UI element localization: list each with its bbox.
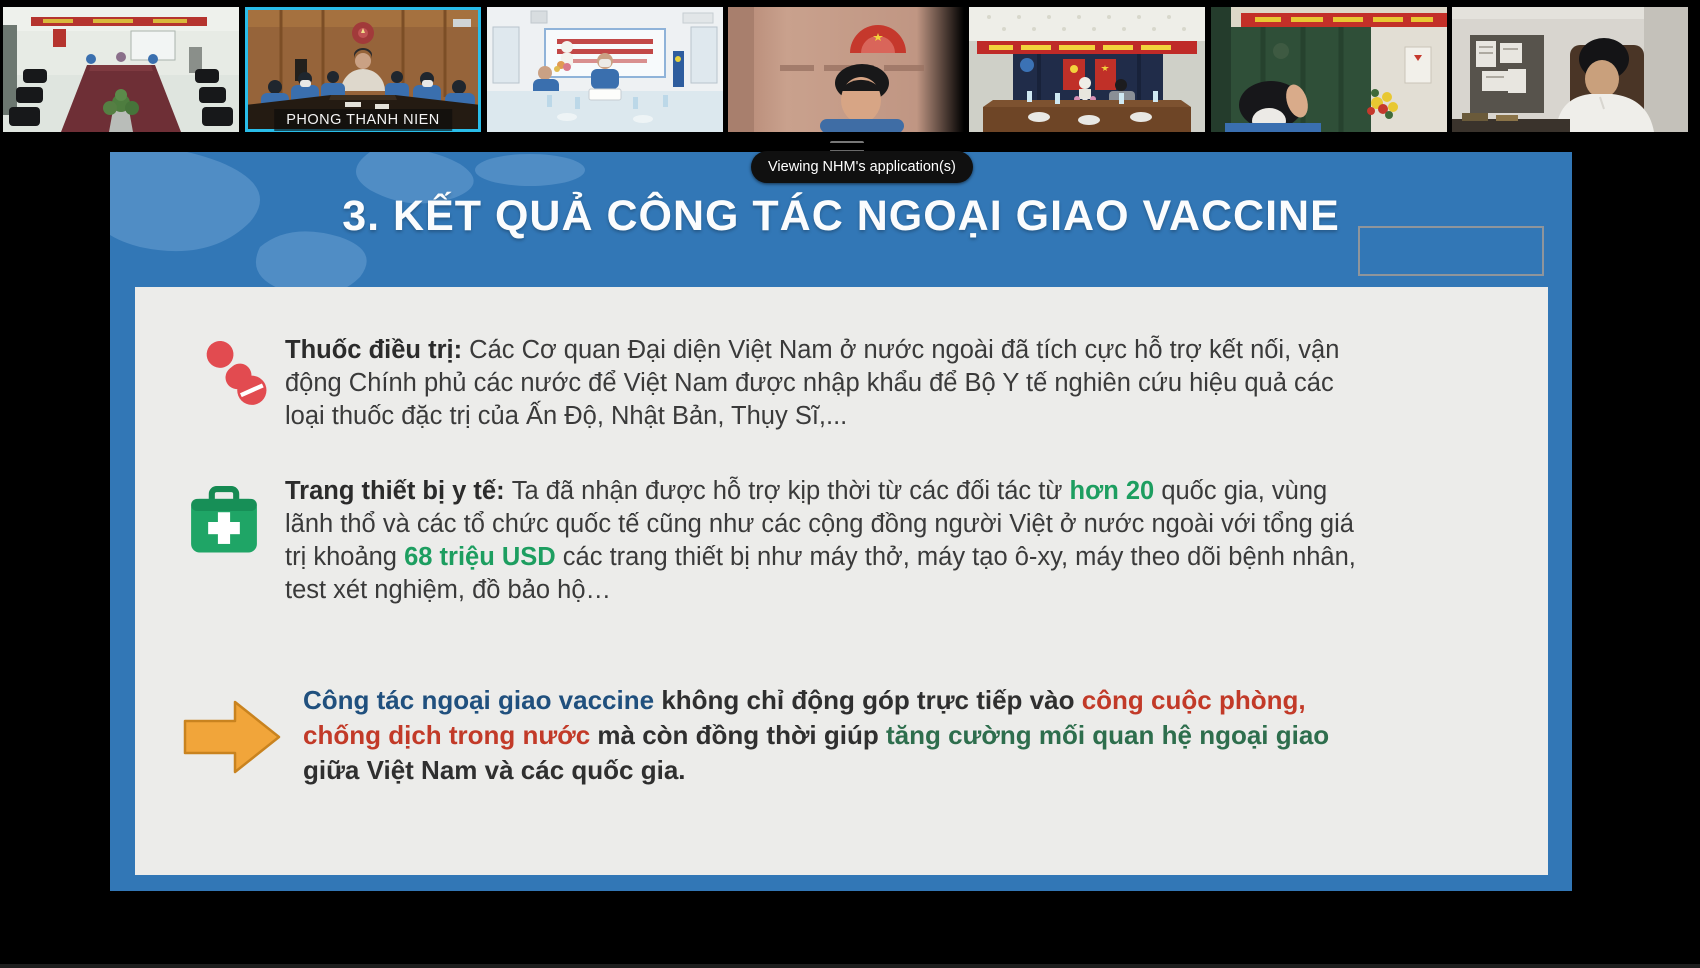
active-speaker-name: PHONG THANH NIEN (274, 109, 452, 131)
video-tile-3[interactable] (487, 7, 723, 132)
video-feed (969, 7, 1205, 132)
highlight-fight-pandemic: công cuộc phòng, chống dịch trong nước (303, 685, 1306, 750)
video-feed (728, 7, 964, 132)
bullet-lead: Trang thiết bị y tế: (285, 477, 512, 505)
bullet-text: Công tác ngoại giao vaccine không chỉ động góp trực tiếp vào công cuộc phòng, chống dịch trong nước mà còn đồng thời giúp tăng cường mối quan hệ ngoại giao giữa Việt Nam và các quốc gia. (303, 685, 1330, 785)
screen-bottom-edge (0, 964, 1700, 968)
first-aid-kit-icon (183, 483, 265, 561)
slide-title: 3. KẾT QUẢ CÔNG TÁC NGOẠI GIAO VACCINE (342, 192, 1340, 240)
video-tile-7[interactable] (1452, 7, 1688, 132)
video-feed (1452, 7, 1688, 132)
highlight-vaccine-diplomacy: Công tác ngoại giao vaccine (303, 685, 662, 715)
video-tile-6[interactable] (1211, 7, 1447, 132)
video-feed (487, 7, 723, 132)
highlight-hon-20: hơn 20 (1069, 477, 1155, 505)
video-gallery (0, 0, 1700, 133)
video-tile-2-active-speaker[interactable] (245, 7, 481, 132)
video-tile-4[interactable] (728, 7, 964, 132)
highlight-68-trieu-usd: 68 triệu USD (404, 543, 556, 571)
viewing-status-text: Viewing NHM's application(s) (768, 159, 956, 175)
video-tile-5[interactable] (969, 7, 1205, 132)
pills-icon (197, 331, 275, 413)
video-feed (1211, 7, 1447, 132)
arrow-right-icon (183, 695, 283, 779)
video-tile-1[interactable] (3, 7, 239, 132)
bullet-text: Trang thiết bị y tế: Ta đã nhận được hỗ trợ kịp thời từ các đối tác từ hơn 20 quốc gia, vùng lãnh thổ và các tổ chức quốc tế cũng như các cộng đồng người Việt ở nước ngoài với tổng giá trị khoảng 68 triệu USD các trang thiết bị như máy thở, máy tạo ô-xy, máy theo dõi bệnh nhân, test xét nghiệm, đồ bảo hộ… (285, 477, 1356, 604)
video-feed (3, 7, 239, 132)
viewing-status-tooltip (751, 151, 973, 183)
shared-screen-slide[interactable] (110, 152, 1572, 891)
bullet-lead: Thuốc điều trị: (285, 336, 470, 364)
bullet-text: Thuốc điều trị: Các Cơ quan Đại diện Việt Nam ở nước ngoài đã tích cực hỗ trợ kết nối, vận động Chính phủ các nước để Việt Nam được nhập khẩu để Bộ Y tế nghiên cứu hiệu quả các loại thuốc đặc trị của Ấn Độ, Nhật Bản, Thụy Sĩ,... (285, 336, 1340, 430)
slide-content (135, 287, 1548, 875)
highlight-strengthen-relations: tăng cường mối quan hệ ngoại giao (885, 720, 1330, 750)
empty-textbox (1358, 226, 1544, 276)
